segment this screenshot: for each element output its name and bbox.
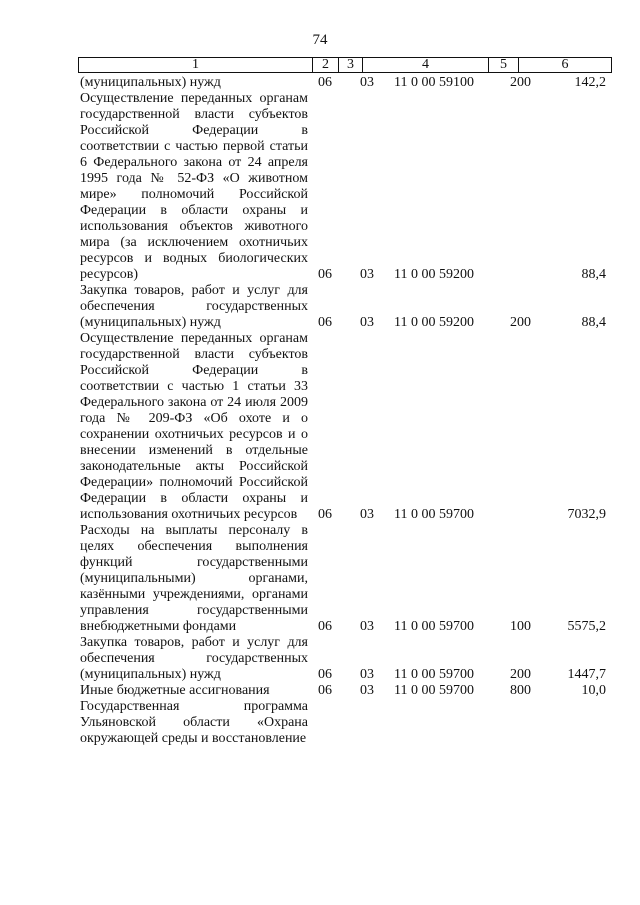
row-target-code: 11 0 00 59100	[394, 75, 474, 90]
table-header	[78, 57, 612, 73]
row-subsection: 03	[360, 507, 374, 522]
table-row	[80, 91, 612, 283]
row-description: Закупка товаров, работ и услуг для обеспечения государственных (муниципальных) нужд	[80, 283, 308, 330]
table-body	[80, 75, 612, 747]
row-description: Иные бюджетные ассигнования	[80, 683, 270, 698]
row-description: Осуществление переданных органам государственной власти субъектов Российской Федерации в соответствии с частью 1 статьи 33 Федерального закона от 24 июля 2009 года № 209-ФЗ «Об охоте и о сохранении охотничьих ресурсов и о внесении изменений в отдельные законодательные акты Российской Федерации» полномочий Российской Федерации в области охраны и использования охотничьих ресурсов	[80, 331, 308, 522]
row-target-code: 11 0 00 59200	[394, 267, 474, 282]
row-target-code: 11 0 00 59200	[394, 315, 474, 330]
table-row	[80, 331, 612, 523]
page-number: 74	[312, 32, 328, 48]
row-expense-type: 100	[510, 619, 531, 634]
row-expense-type: 200	[510, 667, 531, 682]
row-amount: 10,0	[581, 683, 606, 698]
row-section: 06	[318, 507, 332, 522]
row-amount: 88,4	[581, 315, 606, 330]
row-description: Государственная программа Ульяновской области «Охрана окружающей среды и восстановление	[80, 699, 308, 746]
table-row	[80, 523, 612, 635]
row-section: 06	[318, 683, 332, 698]
row-target-code: 11 0 00 59700	[394, 683, 474, 698]
row-description: Осуществление переданных органам государственной власти субъектов Российской Федерации в соответствии с частью первой статьи 6 Федерального закона от 24 апреля 1995 года № 52-ФЗ «О животном мире» полномочий Российской Федерации в области охраны и использования объектов животного мира (за исключением охотничьих ресурсов и водных биологических ресурсов)	[80, 91, 308, 282]
row-subsection: 03	[360, 267, 374, 282]
row-expense-type: 200	[510, 315, 531, 330]
table-row	[80, 683, 612, 699]
row-target-code: 11 0 00 59700	[394, 667, 474, 682]
row-subsection: 03	[360, 315, 374, 330]
table-row	[80, 75, 612, 91]
row-description: Расходы на выплаты персоналу в целях обеспечения выполнения функций государственными (муниципальными) органами, казёнными учреждениями, органами управления государственными внебюджетными фондами	[80, 523, 308, 634]
row-section: 06	[318, 75, 332, 90]
header-col-5: 5	[489, 58, 519, 72]
header-col-2: 2	[313, 58, 339, 72]
row-section: 06	[318, 315, 332, 330]
row-subsection: 03	[360, 667, 374, 682]
header-col-1: 1	[79, 58, 313, 72]
row-subsection: 03	[360, 619, 374, 634]
row-subsection: 03	[360, 75, 374, 90]
header-col-4: 4	[363, 58, 489, 72]
table-row	[80, 699, 612, 747]
row-amount: 7032,9	[567, 507, 606, 522]
row-section: 06	[318, 267, 332, 282]
row-amount: 1447,7	[567, 667, 606, 682]
row-expense-type: 800	[510, 683, 531, 698]
row-subsection: 03	[360, 683, 374, 698]
row-amount: 5575,2	[567, 619, 606, 634]
table-row	[80, 283, 612, 331]
row-target-code: 11 0 00 59700	[394, 507, 474, 522]
header-col-3: 3	[339, 58, 363, 72]
row-section: 06	[318, 619, 332, 634]
header-col-6: 6	[561, 57, 569, 72]
row-section: 06	[318, 667, 332, 682]
table-row	[80, 635, 612, 683]
row-description: Закупка товаров, работ и услуг для обеспечения государственных (муниципальных) нужд	[80, 635, 308, 682]
row-expense-type: 200	[510, 75, 531, 90]
row-amount: 88,4	[581, 267, 606, 282]
row-amount: 142,2	[574, 75, 606, 90]
row-target-code: 11 0 00 59700	[394, 619, 474, 634]
row-description: (муниципальных) нужд	[80, 75, 221, 90]
